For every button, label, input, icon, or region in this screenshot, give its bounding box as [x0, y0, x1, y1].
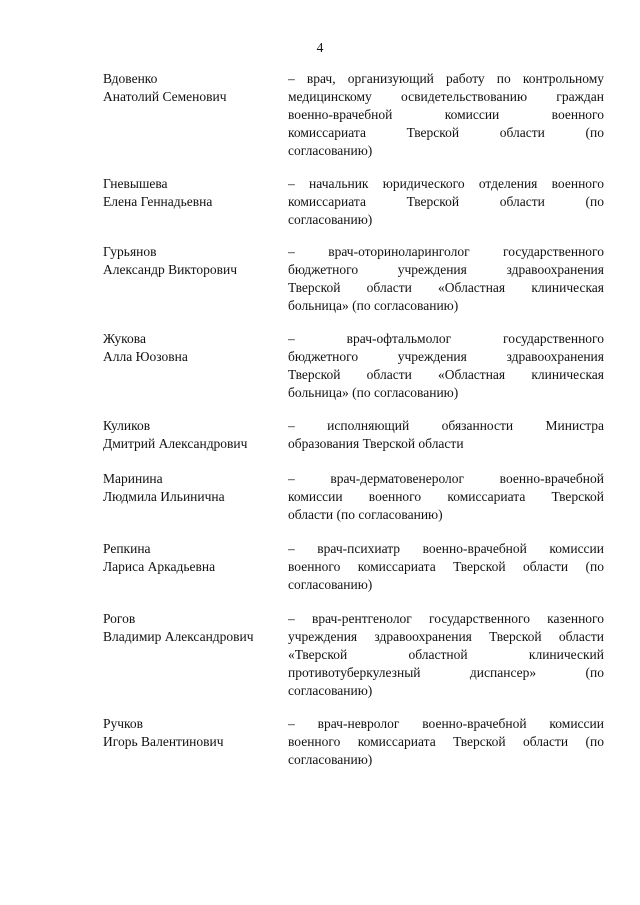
- person-name: [103, 470, 283, 506]
- role-line: больница» (по согласованию): [288, 385, 459, 400]
- person-surname: Рогов: [103, 611, 136, 626]
- page-number: 4: [316, 40, 324, 55]
- role-line: военно-врачебной комиссии военного: [288, 107, 604, 122]
- role-line: Тверской области «Областная клиническая: [288, 367, 604, 382]
- person-surname: Жукова: [103, 331, 146, 346]
- person-role: [288, 243, 604, 315]
- role-line: учреждения здравоохранения Тверской области: [288, 629, 604, 644]
- role-line: – врач-психиатр военно-врачебной комиссии: [288, 541, 604, 556]
- person-role: [288, 470, 604, 524]
- person-given-name: Игорь Валентинович: [103, 734, 224, 749]
- role-line: согласованию): [288, 752, 373, 767]
- role-line: комиссариата Тверской области (по: [288, 194, 604, 209]
- role-line: области (по согласованию): [288, 507, 443, 522]
- role-line: больница» (по согласованию): [288, 298, 459, 313]
- role-line: «Тверской областной клинический: [288, 647, 604, 662]
- role-line: – врач-рентгенолог государственного казенного: [288, 611, 604, 626]
- person-given-name: Елена Геннадьевна: [103, 194, 213, 209]
- person-role: [288, 330, 604, 402]
- role-line: военного комиссариата Тверской области (по: [288, 559, 604, 574]
- role-line: – врач-дерматовенеролог военно-врачебной: [288, 471, 604, 486]
- person-role: [288, 540, 604, 594]
- person-given-name: Анатолий Семенович: [103, 89, 227, 104]
- role-line: медицинскому освидетельствованию граждан: [288, 89, 604, 104]
- role-line: комиссариата Тверской области (по: [288, 125, 604, 140]
- person-name: [103, 540, 283, 576]
- person-surname: Гневышева: [103, 176, 168, 191]
- person-surname: Вдовенко: [103, 71, 158, 86]
- person-role: [288, 417, 604, 453]
- person-role: [288, 175, 604, 229]
- person-given-name: Владимир Александрович: [103, 629, 254, 644]
- person-role: [288, 715, 604, 769]
- person-name: [103, 70, 283, 106]
- person-role: [288, 610, 604, 700]
- person-given-name: Александр Викторович: [103, 262, 238, 277]
- person-surname: Гурьянов: [103, 244, 157, 259]
- role-line: согласованию): [288, 212, 373, 227]
- person-given-name: Дмитрий Александрович: [103, 436, 248, 451]
- role-line: противотуберкулезный диспансер» (по: [288, 665, 604, 680]
- role-line: бюджетного учреждения здравоохранения: [288, 349, 604, 364]
- person-given-name: Людмила Ильинична: [103, 489, 225, 504]
- role-line: – врач-оториноларинголог государственного: [288, 244, 604, 259]
- role-line: – врач, организующий работу по контрольному: [288, 71, 604, 86]
- role-line: – врач-офтальмолог государственного: [288, 331, 604, 346]
- person-role: [288, 70, 604, 160]
- person-surname: Репкина: [103, 541, 151, 556]
- role-line: военного комиссариата Тверской области (по: [288, 734, 604, 749]
- role-line: Тверской области «Областная клиническая: [288, 280, 604, 295]
- role-line: согласованию): [288, 577, 373, 592]
- role-line: согласованию): [288, 143, 373, 158]
- role-line: комиссии военного комиссариата Тверской: [288, 489, 604, 504]
- role-line: образования Тверской области: [288, 436, 464, 451]
- person-surname: Ручков: [103, 716, 144, 731]
- person-surname: Маринина: [103, 471, 163, 486]
- person-name: [103, 330, 283, 366]
- person-given-name: Алла Юозовна: [103, 349, 188, 364]
- person-name: [103, 175, 283, 211]
- person-name: [103, 610, 283, 646]
- person-name: [103, 417, 283, 453]
- person-name: [103, 715, 283, 751]
- role-line: бюджетного учреждения здравоохранения: [288, 262, 604, 277]
- person-name: [103, 243, 283, 279]
- person-given-name: Лариса Аркадьевна: [103, 559, 216, 574]
- role-line: согласованию): [288, 683, 373, 698]
- person-surname: Куликов: [103, 418, 151, 433]
- role-line: – врач-невролог военно-врачебной комиссии: [288, 716, 604, 731]
- role-line: – начальник юридического отделения военного: [288, 176, 604, 191]
- role-line: – исполняющий обязанности Министра: [288, 418, 604, 433]
